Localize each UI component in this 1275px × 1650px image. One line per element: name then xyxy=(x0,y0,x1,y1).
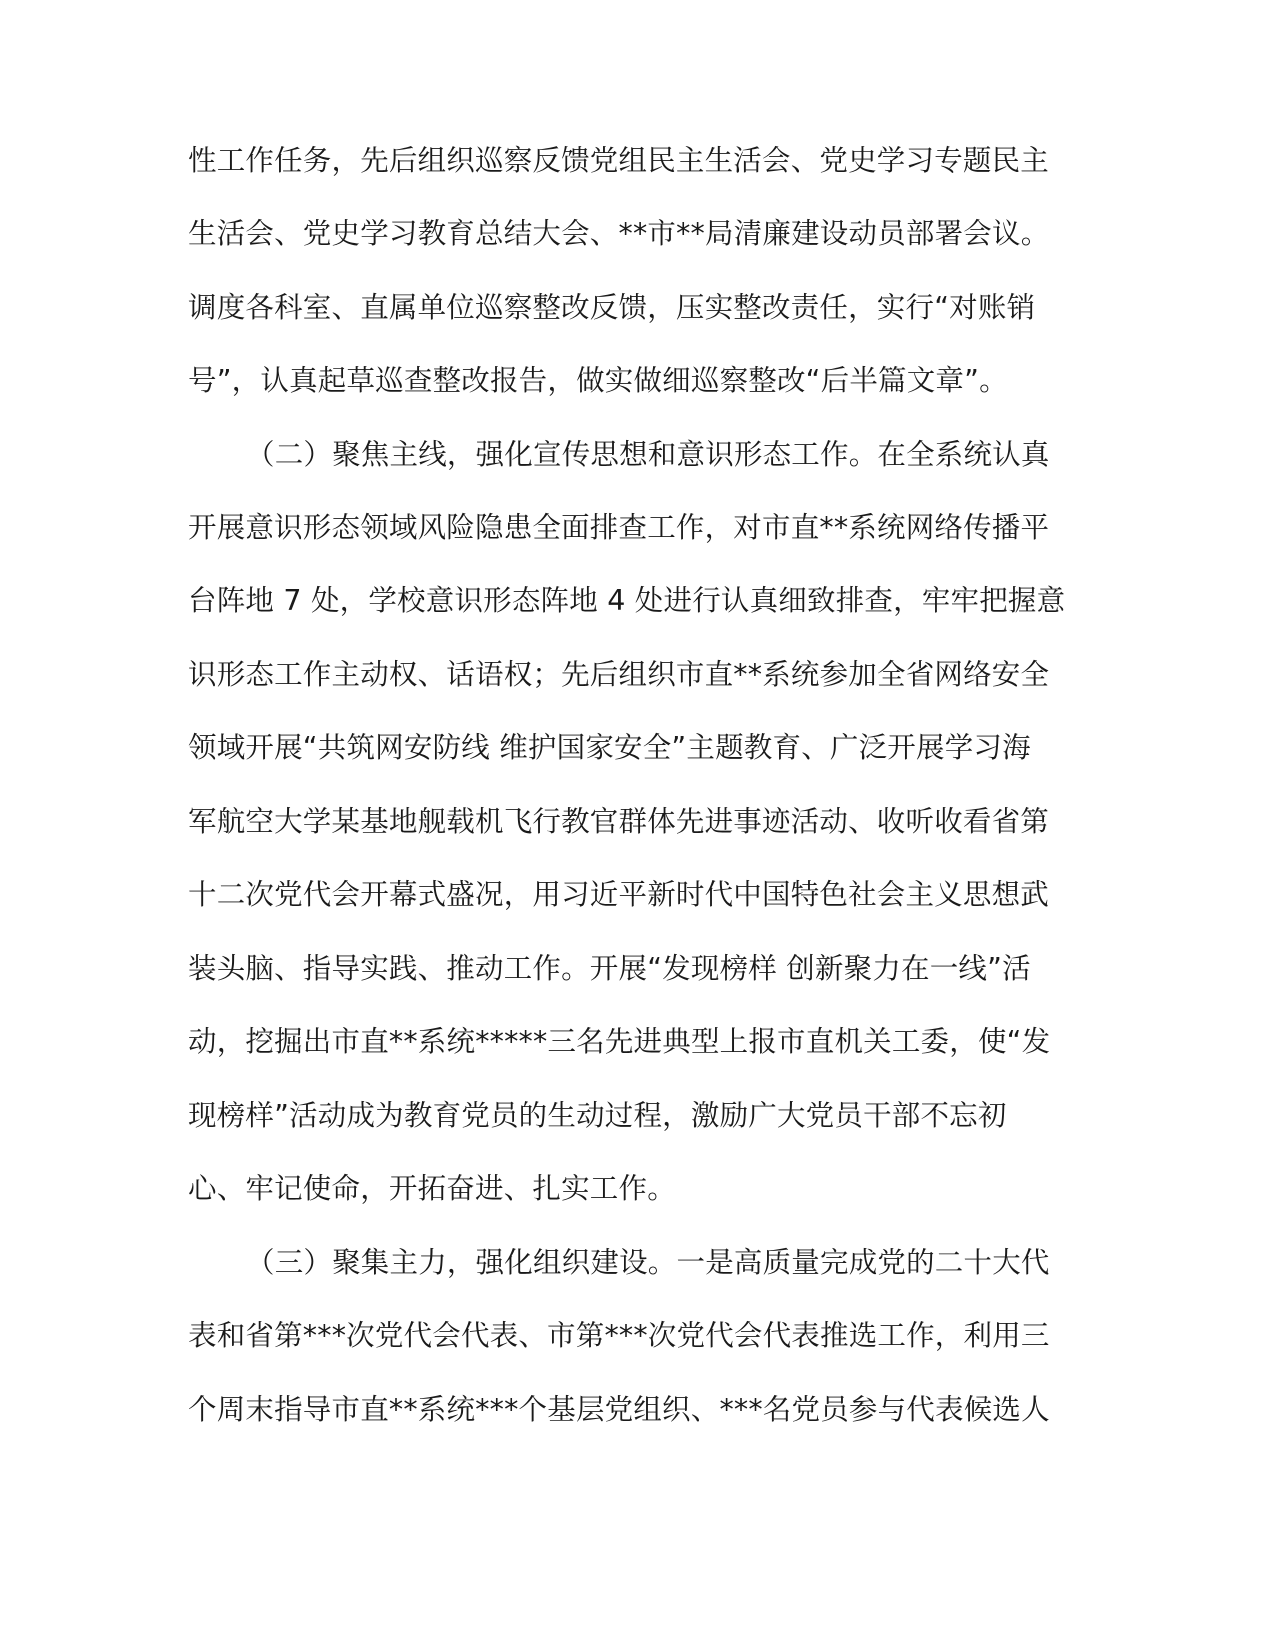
text-line-7: 台阵地 7 处，学校意识形态阵地 4 处进行认真细致排查，牢牢把握意 xyxy=(188,584,1066,617)
text-line-8: 识形态工作主动权、话语权；先后组织市直**系统参加全省网络安全 xyxy=(188,658,1050,691)
text-line-3: 调度各科室、直属单位巡察整改反馈，压实整改责任，实行“对账销 xyxy=(188,291,1036,324)
text-line-10: 军航空大学某基地舰载机飞行教官群体先进事迹活动、收听收看省第 xyxy=(188,805,1050,838)
text-line-11: 十二次党代会开幕式盛况，用习近平新时代中国特色社会主义思想武 xyxy=(188,878,1050,911)
text-line-14: 现榜样”活动成为教育党员的生动过程，激励广大党员干部不忘初 xyxy=(188,1099,1007,1132)
text-line-4: 号”，认真起草巡查整改报告，做实做细巡察整改“后半篇文章”。 xyxy=(188,364,1008,397)
text-line-13: 动，挖掘出市直**系统*****三名先进典型上报市直机关工委，使“发 xyxy=(188,1025,1051,1058)
text-line-6: 开展意识形态领域风险隐患全面排查工作，对市直**系统网络传播平 xyxy=(188,511,1050,544)
text-line-18: 个周末指导市直**系统***个基层党组织、***名党员参与代表候选人 xyxy=(188,1393,1050,1426)
text-line-2: 生活会、党史学习教育总结大会、**市**局清廉建设动员部署会议。 xyxy=(188,217,1050,250)
text-line-17: 表和省第***次党代会代表、市第***次党代会代表推选工作，利用三 xyxy=(188,1319,1050,1352)
text-line-15: 心、牢记使命，开拓奋进、扎实工作。 xyxy=(188,1172,676,1205)
text-line-1: 性工作任务，先后组织巡察反馈党组民主生活会、党史学习专题民主 xyxy=(188,144,1050,177)
text-line-9: 领域开展“共筑网安防线 维护国家安全”主题教育、广泛开展学习海 xyxy=(188,731,1031,764)
text-line-12: 装头脑、指导实践、推动工作。开展“发现榜样 创新聚力在一线”活 xyxy=(188,952,1031,985)
paragraph-heading-2: （二）聚焦主线，强化宣传思想和意识形态工作。在全系统认真 xyxy=(246,438,1050,471)
paragraph-heading-3: （三）聚集主力，强化组织建设。一是高质量完成党的二十大代 xyxy=(246,1246,1050,1279)
